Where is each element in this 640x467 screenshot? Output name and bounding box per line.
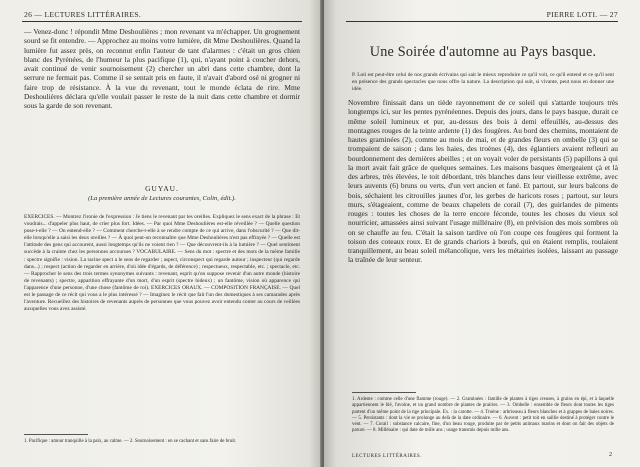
left-exercises: EXERCICES. — Montrez l'ironie de l'expression : Je tiens le revenant par les oreilles. Expliquez le sens exact de la phrase : Et voudrais... d'appeler plus haut, de crier plus fort. Idées. — Par quoi Mme Deshoulières est-elle réveillée ? — Quelle question pose-t-elle ? — On entend-elle ? — Comment cherche-t-elle à se rendre compte de ce qui arrive, dans l'obscurité ? — Que dit-elle lorsqu'elle a saisi les deux oreilles ? — À quoi peut-on reconnaître que Mme Deshoulières n'est pas effrayée ? — Quelle est l'attitude des gens qui accourent, aussi longtemps qu'ils ne voient rien ? — Que découvrent-ils à la lumière ? — Quel sentiment succède à la crainte chez les personnes accourues ? VOCABULAIRE. — Sens du mot : spectre et des mots de la même famille : spectre signifie : vision. La racine spect a le sens de regarder ; aspect, circonspect qui regarde autour ; inspecteur (qui regarde dans...) ; respect (action de regarder en arrière, d'où idée d'égards, de déférence) ; respectueux, respectable, etc. ; spectacle, etc. — Rapprocher le sens des trois termes synonymes suivants : revenant, esprit qu'on suppose revenir d'un autre monde (histoire de revenants) ; spectre, apparition effrayante d'un mort, d'un esprit (spectre hideux) ; un fantôme, vision où apparence qui l'apparence d'une personne, d'une chose (fantôme de roi). EXERCICES ORAUX. — COMPOSITION FRANÇAISE. — Quel est le passage de ce récit qui vous a le plus intéressé ? — Imaginez le récit que fait l'un des domestiques à ses camarades après l'aventure. Recueillez des histoires de revenants auprès de personnes que vous pouvez avoir entendu conter au cours de veillées auxquelles vous avez assisté.: [24, 214, 300, 313]
left-body-text: — Venez-donc ! répondit Mme Deshoulières ; mon revenant va m'échapper. Un grognement sourd se fit entendre. — Approchez au moins votre lumière, dit Mme Deshoulières. Quand la lumière fut assez près, on reconnut enfin l'auteur de tant d'alarmes : c'était un gros chien blanc des Pyrénées, de l'humeur la plus pacifique (1), qui, n'ayant point à coucher dehors, avait continué de venir sournoisement (2) chercher un abri dans cette chambre, dont la serrure ne fermait pas. Comme il se sentait pris en faute, il n'avait d'abord osé ni grogner ni faire trop de résistance. À la vue du revenant, tout le monde éclata de rire. Mme Deshoulières déclara qu'elle voulait passer le reste de la nuit dans cette chambre et dormir sous la garde de son revenant.: [24, 27, 300, 111]
right-page: [324, 0, 640, 467]
left-running-head: 26 — LECTURES LITTÉRAIRES.: [24, 10, 142, 19]
left-footnotes: 1. Pacifique : amour tranquille à la paix, au calme. — 2. Sournoisement : en se cachant et sans faire de bruit.: [24, 439, 237, 444]
chapter-title: Une Soirée d'automne au Pays basque.: [369, 44, 597, 60]
left-footnote-rule: [24, 434, 88, 435]
right-header-rule: [346, 21, 618, 22]
chapter-intro: P. Loti est peut-être celui de nos grands écrivains qui sait le mieux reproduire ce qu'il voit, ce qu'il entend et ce qu'il sent en présence des grands spectacles que nous offre la nature. La description qui suit, si vivante, peut nous en donner une idée.: [352, 72, 614, 93]
right-running-head: PIERRE LOTI. — 27: [546, 10, 618, 19]
left-source: (La première année de Lectures courantes, Colin, édit.).: [88, 195, 236, 202]
left-signature: GUYAU.: [145, 184, 179, 193]
right-signature-mark: 2: [609, 452, 612, 458]
right-body-text: Novembre finissait dans un tiède rayonnement de ce soleil qui s'attarde toujours très longtemps ici, sur les pentes pyrénéennes. Depuis des jours, dans le pays basque, durait ce même soleil lumineux et pur, au-dessus des bois à demi effeuillés, au-dessus des montagnes rouges de la teinte ardente (1) des fougères. Au bord des chemins, montaient de hautes graminées (2), comme au mois de mai, et de grandes fleurs en ombelle (3) qui se trompaient de saison ; dans les haies, des troènes (4), des églantiers avaient refleuri au bourdonnement des dernières abeilles ; et on voyait voler de persistants (5) papillons à qui la mort avait fait grâce de quelques semaines. Les maisons basques émergeaient çà et là des arbres, très élevées, le toit débordant, très blanches dans leur vieillesse extrême, avec leurs auvents (6) bruns ou verts, d'un vert ancien et fané. Et partout, sur leurs balcons de bois, séchaient les citrouilles jaunes d'or, les gerbes de haricots roses ; partout, sur leurs murs, s'étageaient, comme de beaux chapelets de corail (7), des guirlandes de piments rouges : toutes les choses de la terre encore féconde, toutes les choses du vieux sol nourricier, amassées ainsi suivant l'usage millénaire (8), en prévision des mois sombres où on se chauffe au feu. C'était la saison tardive où l'on coupe ces fougères qui forment la toison des coteaux roux. Et de grands chariots à bœufs, qui en étaient remplis, roulaient tranquillement, au beau soleil mélancolique, vers les métairies isolées, laissant au passage la traînée de leur senteur.: [348, 98, 618, 265]
left-header-rule: [22, 21, 302, 22]
right-footnotes: 1. Ardente : comme celle d'une flamme (rouge). — 2. Graminées : famille de plantes à tiges creuses, à grains en épi, et à laquelle appartiennent le blé, l'avoine, et un grand nombre de plantes de prairies. — 3. Ombelle : ensemble de fleurs dont toutes les tiges partent d'un même point de la tige principale. Ex. : la carotte. — 4. Troène : arbrisseau à fleurs blanches et à grappes de baies noires. — 5. Persistants : dont la vie se prolonge au delà de la date ordinaire. — 6. Auvent : petit toit en saillie destiné à protéger contre le vent. — 7. Corail : substance calcaire, fine, d'un beau rouge, produite par de petits animaux marins et dont on fait des objets de parure. — 8. Millénaire : qui date de mille ans ; usage transmis depuis mille ans.: [352, 397, 614, 434]
right-page-footer: LECTURES LITTÉRAIRES.: [352, 454, 422, 459]
right-footnote-rule: [352, 392, 416, 393]
